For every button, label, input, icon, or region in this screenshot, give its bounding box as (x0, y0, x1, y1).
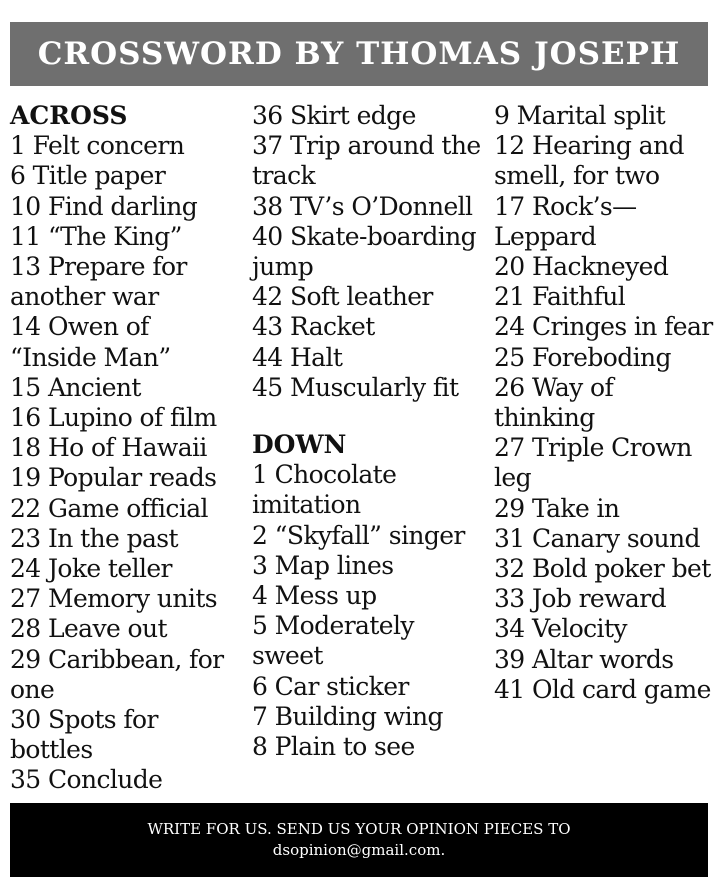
footer-line-1: WRITE FOR US. SEND US YOUR OPINION PIECES TO (147, 820, 571, 838)
clue-across-45: 45 Muscularly fit (252, 372, 459, 402)
clue-down-5: 5 Moderately sweet (252, 611, 414, 671)
clue-down-39: 39 Altar words (494, 644, 674, 674)
clue-down-20: 20 Hackneyed (494, 252, 669, 282)
clue-across-30: 30 Spots for bottles (10, 705, 158, 765)
footer-banner (10, 803, 708, 877)
across-clue-list (10, 131, 242, 795)
clue-down-1: 1 Chocolate imitation (252, 460, 397, 520)
clue-across-28: 28 Leave out (10, 614, 167, 644)
clue-column-1 (10, 101, 242, 796)
clue-down-3: 3 Map lines (252, 550, 394, 580)
clue-across-38: 38 TV’s O’Donnell (252, 191, 473, 221)
clue-across-42: 42 Soft leather (252, 282, 433, 312)
clues-columns (10, 101, 713, 797)
clue-across-23: 23 In the past (10, 523, 178, 553)
clue-down-26: 26 Way of thinking (494, 372, 614, 433)
clue-across-24: 24 Joke teller (10, 554, 172, 584)
clue-down-34: 34 Velocity (494, 614, 627, 644)
clue-down-25: 25 Foreboding (494, 342, 671, 372)
clue-across-40: 40 Skate-boarding jump (252, 221, 477, 282)
clue-across-18: 18 Ho of Hawaii (10, 433, 207, 463)
clue-across-14: 14 Owen of “Inside Man” (10, 312, 171, 372)
clue-across-36: 36 Skirt edge (252, 101, 416, 130)
clue-across-15: 15 Ancient (10, 372, 141, 402)
clue-column-2 (252, 101, 484, 762)
clue-down-4: 4 Mess up (252, 581, 377, 611)
clue-across-16: 16 Lupino of film (10, 403, 217, 433)
clue-down-29: 29 Take in (494, 493, 620, 523)
clue-down-8: 8 Plain to see (252, 732, 415, 762)
clue-down-9: 9 Marital split (494, 101, 666, 130)
clue-across-35: 35 Conclude (10, 765, 163, 795)
section-gap (252, 403, 484, 430)
clue-down-31: 31 Canary sound (494, 523, 700, 553)
clue-across-1: 1 Felt concern (10, 131, 185, 161)
clue-down-33: 33 Job reward (494, 584, 666, 614)
clue-across-11: 11 “The King” (10, 221, 182, 251)
clue-across-27: 27 Memory units (10, 584, 218, 614)
clue-across-10: 10 Find darling (10, 191, 198, 221)
clue-column-3 (494, 101, 718, 705)
page-title: CROSSWORD BY THOMAS JOSEPH (37, 36, 681, 72)
crossword-header-bar (10, 22, 708, 86)
clue-across-29: 29 Caribbean, for one (10, 644, 224, 704)
clue-across-13: 13 Prepare for another war (10, 252, 187, 312)
clue-across-19: 19 Popular reads (10, 463, 217, 493)
clue-across-6: 6 Title paper (10, 161, 166, 191)
clue-across-37: 37 Trip around the track (252, 131, 481, 191)
clue-down-32: 32 Bold poker bet (494, 554, 711, 584)
clue-down-2: 2 “Skyfall” singer (252, 520, 465, 550)
down-clue-list (252, 460, 484, 762)
clue-down-41: 41 Old card game (494, 674, 711, 704)
clue-across-22: 22 Game official (10, 493, 208, 523)
down-heading: DOWN (252, 430, 347, 460)
across-heading: ACROSS (10, 101, 128, 130)
clue-across-44: 44 Halt (252, 342, 343, 372)
footer-email: dsopinion@gmail.com. (272, 841, 446, 859)
clue-down-27: 27 Triple Crown leg (494, 433, 692, 493)
clue-down-12: 12 Hearing and smell, for two (494, 131, 684, 191)
clue-down-24: 24 Cringes in fear (494, 312, 713, 342)
clue-down-17: 17 Rock’s— Leppard (494, 191, 637, 251)
clue-down-6: 6 Car sticker (252, 671, 409, 701)
clue-down-7: 7 Building wing (252, 701, 443, 731)
clue-across-43: 43 Racket (252, 312, 375, 342)
clue-down-21: 21 Faithful (494, 282, 626, 312)
